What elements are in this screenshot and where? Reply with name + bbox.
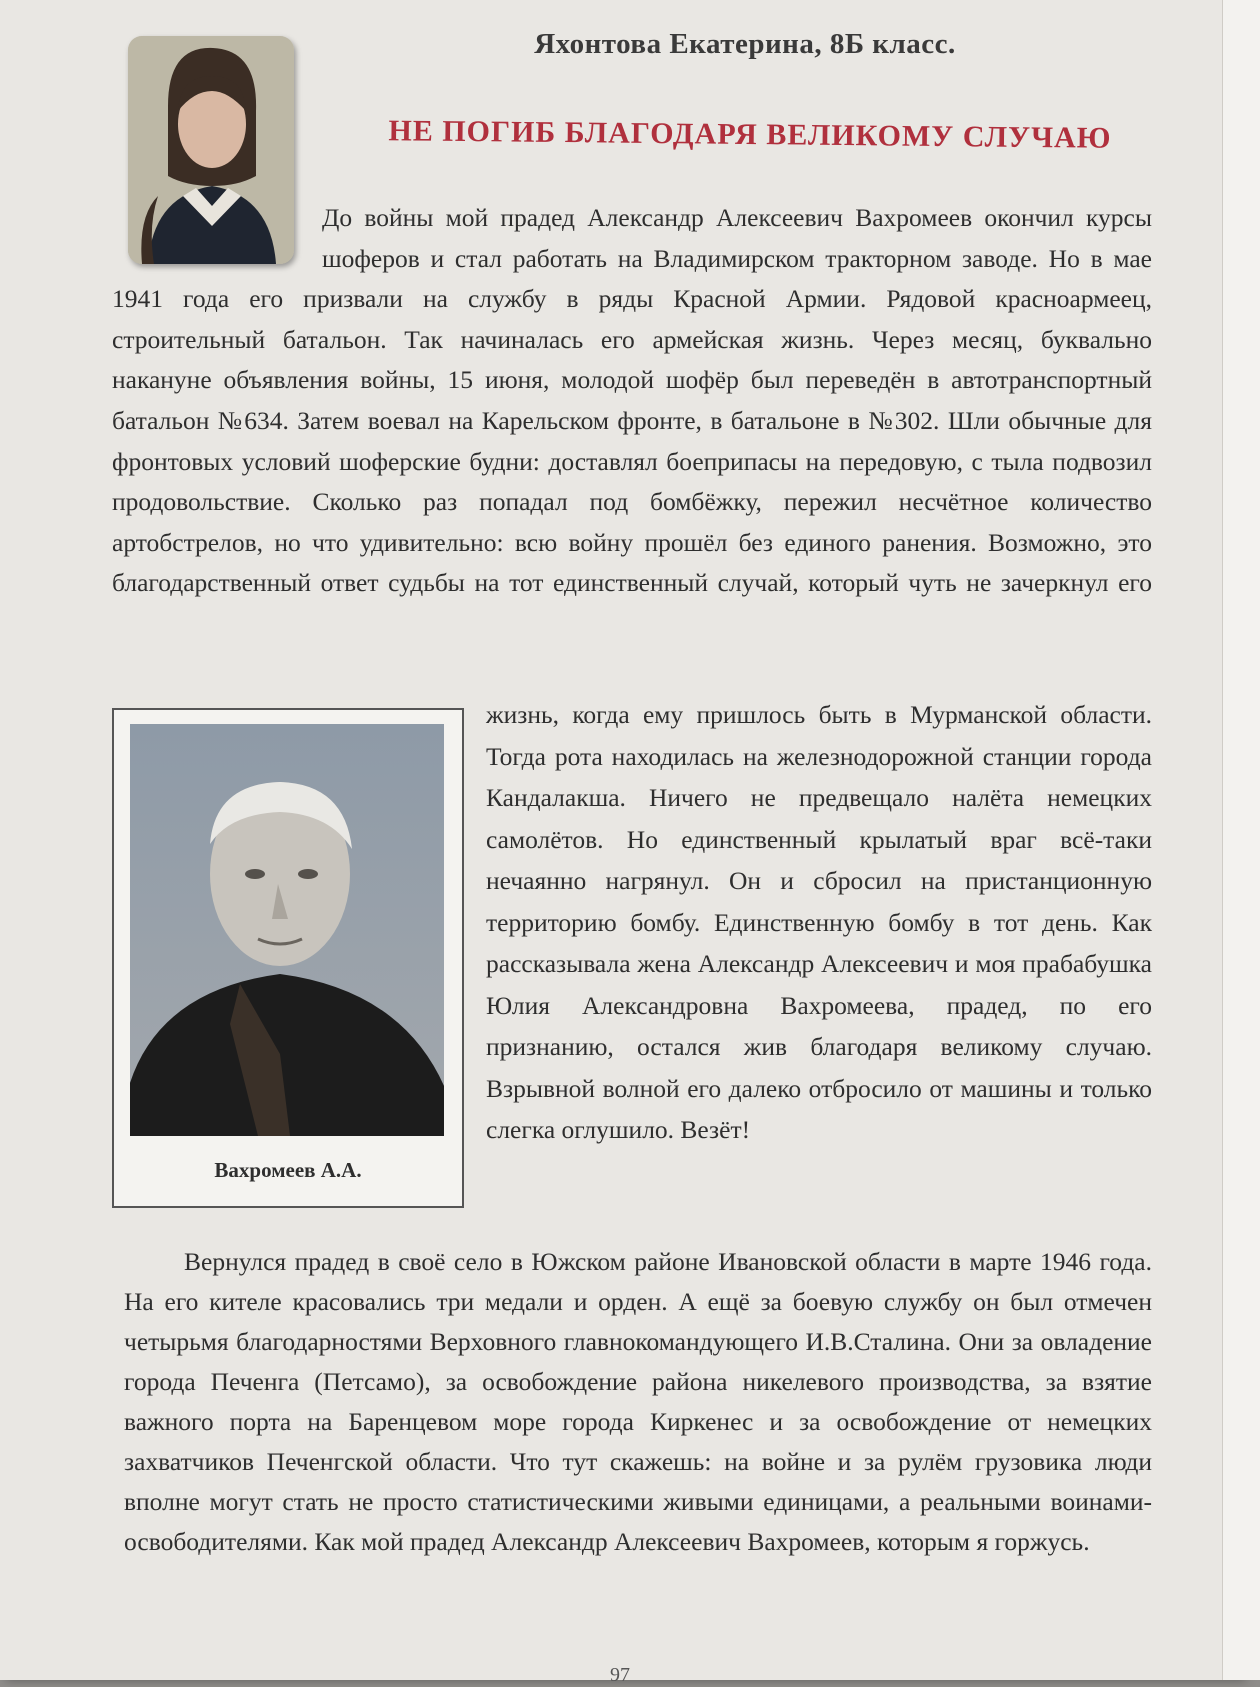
article-author: Яхонтова Екатерина, 8Б класс. bbox=[534, 28, 956, 60]
paragraph-1-text: До войны мой прадед Александр Алексеевич Вахромеев окончил курсы шоферов и стал работать на Владимирском тракторном заводе. Но в мае 1941 года его призвали на службу в ряды Красной Армии. Рядовой красноармеец, строительный батальон. Так начиналась его армейская жизнь. Через месяц, буквально накануне объявления войны, 15 июня, молодой шофёр был переведён в автотранспортный батальон №634. Затем воевал на Карельском фронте, в батальоне в №302. Шли обычные для фронтовых условий шоферские будни: доставлял боеприпасы на передовую, с тыла подвозил продовольствие. Сколько раз попадал под бомбёжку, пережил несчётное количество артобстрелов, но что удивительно: всю войну прошёл без единого ранения. Возможно, это благодарственный ответ судьбы на тот единственный случай, который чуть не зачеркнул его bbox=[112, 203, 1152, 598]
page-number: 97 bbox=[610, 1664, 630, 1686]
portrait-float-space bbox=[112, 198, 322, 279]
next-page-edge bbox=[1222, 0, 1260, 1680]
veteran-photo-image bbox=[130, 724, 444, 1136]
paragraph-1-continued: жизнь, когда ему пришлось быть в Мурманской области. Тогда рота находилась на железнодорожной станции города Кандалакша. Ничего не предвещало налёта немецких самолётов. Но единственный крылатый враг всё-таки нечаянно нагрянул. Он и сбросил на пристанционную территорию бомбу. Единственную бомбу в тот день. Как рассказывала жена Александр Алексеевич и моя прабабушка Юлия Александровна Вахромеева, прадед, по его признанию, остался жив благодаря великому случаю. Взрывной волной его далеко отбросило от машины и только слегка оглушило. Везёт! bbox=[486, 700, 1152, 1144]
photo-caption: Вахромеев А.А. bbox=[214, 1158, 362, 1182]
paragraph-1 bbox=[112, 198, 1152, 604]
paragraph-2: Вернулся прадед в своё село в Южском районе Ивановской области в марте 1946 года. На его кителе красовались три медали и орден. А ещё за боевую службу он был отмечен четырьмя благодарностями Верховного главнокомандующего И.В.Сталина. Они за овладение города Печенга (Петсамо), за освобождение района никелевого производства, за взятие важного порта на Баренцевом море города Киркенес и за освобождение от немецких захватчиков Печенгской области. Что тут скажешь: на войне и за рулём грузовика люди вполне могут стать не просто статистическими живыми единицами, а реальными воинами-освободителями. Как мой прадед Александр Алексеевич Вахромеев, которым я горжусь. bbox=[124, 1247, 1152, 1556]
article-title: НЕ ПОГИБ БЛАГОДАРЯ ВЕЛИКОМУ СЛУЧАЮ bbox=[388, 114, 1112, 155]
veteran-photo-frame bbox=[112, 708, 464, 1208]
veteran-photo bbox=[130, 724, 444, 1136]
